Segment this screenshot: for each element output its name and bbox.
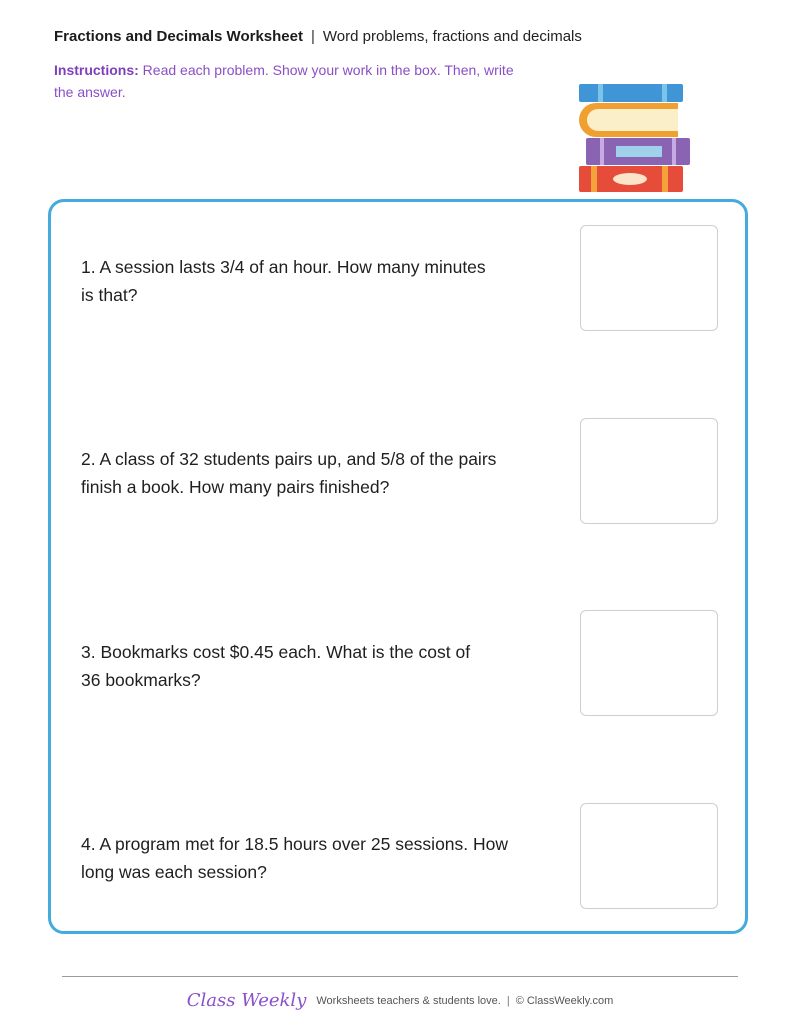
question-3 (81, 638, 551, 694)
question-4-line-1: 4. A program met for 18.5 hours over 25 sessions. How (81, 834, 509, 854)
footer-copyright: © ClassWeekly.com (515, 995, 614, 1007)
stack-of-books-icon (576, 82, 694, 194)
question-1-line-2: is that? (81, 285, 138, 305)
answer-box-4[interactable] (580, 803, 718, 909)
question-3-line-2: 36 bookmarks? (81, 670, 201, 690)
question-1 (81, 253, 551, 309)
worksheet-header (54, 28, 582, 45)
footer-divider (62, 976, 738, 977)
footer (0, 990, 800, 1011)
brand-logo: Class Weekly (186, 990, 307, 1011)
question-2-line-2: finish a book. How many pairs finished? (81, 477, 390, 497)
instructions-text: Read each problem. Show your work in the box. Then, write the answer. (54, 62, 514, 100)
answer-box-3[interactable] (580, 610, 718, 716)
answer-box-1[interactable] (580, 225, 718, 331)
worksheet-title: Fractions and Decimals Worksheet (54, 28, 303, 45)
header-separator: | (310, 28, 315, 45)
question-2 (81, 445, 551, 501)
answer-box-2[interactable] (580, 418, 718, 524)
question-1-line-1: 1. A session lasts 3/4 of an hour. How many minutes (81, 257, 486, 277)
footer-separator: | (506, 995, 510, 1007)
instructions (54, 59, 534, 103)
instructions-label: Instructions: (54, 62, 139, 78)
question-2-line-1: 2. A class of 32 students pairs up, and 5/8 of the pairs (81, 449, 497, 469)
worksheet-subtitle: Word problems, fractions and decimals (322, 28, 582, 45)
question-4 (81, 830, 551, 886)
footer-tagline: Worksheets teachers & students love. (316, 995, 501, 1007)
question-4-line-2: long was each session? (81, 862, 267, 882)
question-3-line-1: 3. Bookmarks cost $0.45 each. What is the cost of (81, 642, 471, 662)
